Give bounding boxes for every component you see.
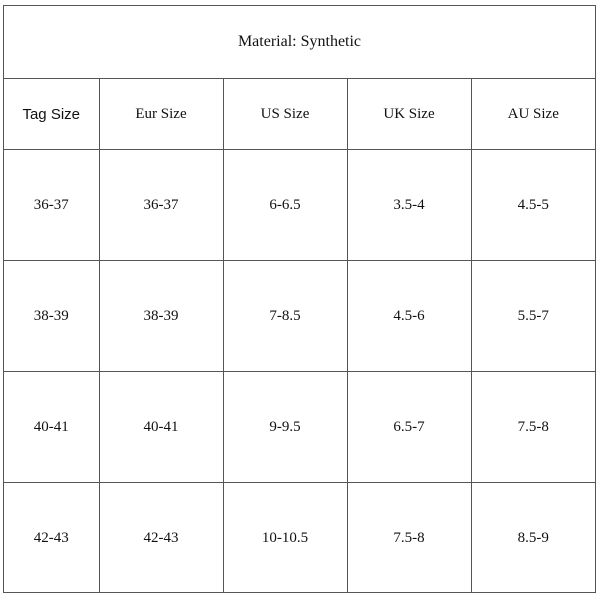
table-cell: 36-37 [99, 150, 223, 261]
header-au-size: AU Size [471, 79, 595, 150]
header-row [4, 79, 595, 150]
header-us-size: US Size [223, 79, 347, 150]
size-chart [3, 5, 596, 593]
table-cell: 7.5-8 [471, 372, 595, 483]
table-cell: 7.5-8 [347, 483, 471, 594]
table-cell: 38-39 [99, 261, 223, 372]
table-cell: 6-6.5 [223, 150, 347, 261]
size-table [4, 79, 595, 593]
header-tag-size: Tag Size [4, 79, 99, 150]
table-cell: 38-39 [4, 261, 99, 372]
table-cell: 6.5-7 [347, 372, 471, 483]
table-row [4, 150, 595, 261]
table-row [4, 372, 595, 483]
table-cell: 9-9.5 [223, 372, 347, 483]
header-uk-size: UK Size [347, 79, 471, 150]
table-cell: 8.5-9 [517, 529, 549, 546]
header-eur-size: Eur Size [99, 79, 223, 150]
table-cell: 40-41 [4, 372, 99, 483]
table-cell: 42-43 [4, 483, 99, 594]
table-cell: 10-10.5 [223, 483, 347, 594]
chart-title: Material: Synthetic [4, 6, 595, 79]
table-cell: 3.5-4 [347, 150, 471, 261]
table-cell: 5.5-7 [471, 261, 595, 372]
table-cell: 36-37 [4, 150, 99, 261]
table-cell: 4.5-6 [347, 261, 471, 372]
table-cell: 40-41 [99, 372, 223, 483]
table-cell: 7-8.5 [223, 261, 347, 372]
table-cell: 4.5-5 [471, 150, 595, 261]
table-row [4, 483, 595, 594]
table-row [4, 261, 595, 372]
table-cell: 42-43 [99, 483, 223, 594]
